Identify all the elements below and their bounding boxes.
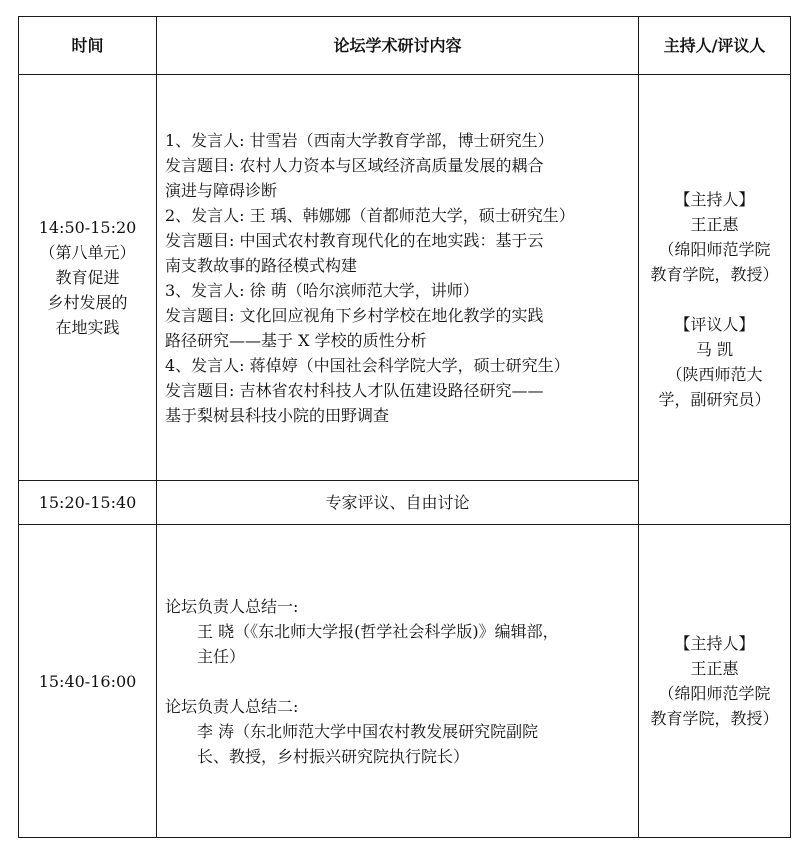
session1-row [19, 75, 791, 481]
session3-time: 15:40-16:00 [19, 525, 157, 838]
session3-host-label: 【主持人】 [674, 634, 755, 653]
speaker3-line: 3、发言人: 徐 萌（哈尔滨师范大学，讲师） [165, 280, 479, 300]
session1-time-cell [19, 75, 157, 481]
session3-row [19, 525, 791, 838]
topic4-line1: 发言题目: 吉林省农村科技人才队伍建设路径研究—— [165, 380, 544, 400]
reviewer-affiliation-line1: （陕西师范大 [666, 365, 763, 384]
session1-theme-line2: 乡村发展的 [47, 293, 128, 312]
host-name: 王正惠 [690, 215, 739, 234]
speaker2-line: 2、发言人: 王 瑀、韩娜娜（首都师范大学，硕士研究生） [165, 205, 575, 225]
topic3-line1: 发言题目: 文化回应视角下乡村学校在地化教学的实践 [165, 305, 544, 325]
summary2-line2: 长、教授，乡村振兴研究院执行院长） [197, 746, 470, 766]
topic1-line1: 发言题目: 农村人力资本与区域经济高质量发展的耦合 [165, 155, 544, 175]
session1-time: 14:50-15:20 [38, 218, 137, 237]
session2-time: 15:20-15:40 [19, 481, 157, 525]
session1-host-cell [639, 75, 791, 525]
reviewer-name: 马 凯 [695, 340, 734, 359]
session1-unit: （第八单元） [39, 243, 136, 262]
reviewer-label: 【评议人】 [674, 315, 755, 334]
topic3-line2: 路径研究——基于 X 学校的质性分析 [165, 330, 427, 350]
session2-content: 专家评议、自由讨论 [157, 481, 639, 525]
session1-content-cell [157, 75, 639, 481]
host-spacer [641, 287, 788, 312]
session3-host-affiliation-line1: （绵阳师范学院 [658, 684, 771, 703]
topic2-line1: 发言题目: 中国式农村教育现代化的在地实践：基于云 [165, 230, 544, 250]
summary2-line1: 李 涛（东北师范大学中国农村教发展研究院副院 [197, 721, 539, 741]
header-content: 论坛学术研讨内容 [157, 17, 639, 75]
host-affiliation-line2: 教育学院，教授） [650, 265, 779, 284]
speaker1-line: 1、发言人: 甘雪岩（西南大学教育学部，博士研究生） [165, 130, 554, 150]
header-host: 主持人/评议人 [639, 17, 791, 75]
schedule-table [18, 16, 791, 838]
session3-host-name: 王正惠 [690, 659, 739, 678]
speaker4-line: 4、发言人: 蒋倬婷（中国社会科学院大学，硕士研究生） [165, 355, 570, 375]
summary1-line2: 主任） [197, 646, 246, 666]
host-affiliation-line1: （绵阳师范学院 [658, 240, 771, 259]
summary2-title: 论坛负责人总结二: [165, 696, 299, 716]
topic2-line2: 南支教故事的路径模式构建 [165, 255, 358, 275]
summary1-title: 论坛负责人总结一: [165, 596, 299, 616]
topic4-line2: 基于梨树县科技小院的田野调查 [165, 405, 390, 425]
session3-host-affiliation-line2: 教育学院，教授） [650, 709, 779, 728]
session3-content-cell [157, 525, 639, 838]
session1-theme-line1: 教育促进 [55, 268, 120, 287]
summary1-line1: 王 晓（《东北师大学报(哲学社会科学版)》编辑部， [197, 621, 559, 641]
session1-theme-line3: 在地实践 [55, 318, 120, 337]
topic1-line2: 演进与障碍诊断 [165, 180, 278, 200]
session3-host-cell [639, 525, 791, 838]
header-time: 时间 [19, 17, 157, 75]
host-label: 【主持人】 [674, 190, 755, 209]
header-row [19, 17, 791, 75]
reviewer-affiliation-line2: 学，副研究员） [658, 390, 771, 409]
summary-spacer [165, 669, 632, 694]
